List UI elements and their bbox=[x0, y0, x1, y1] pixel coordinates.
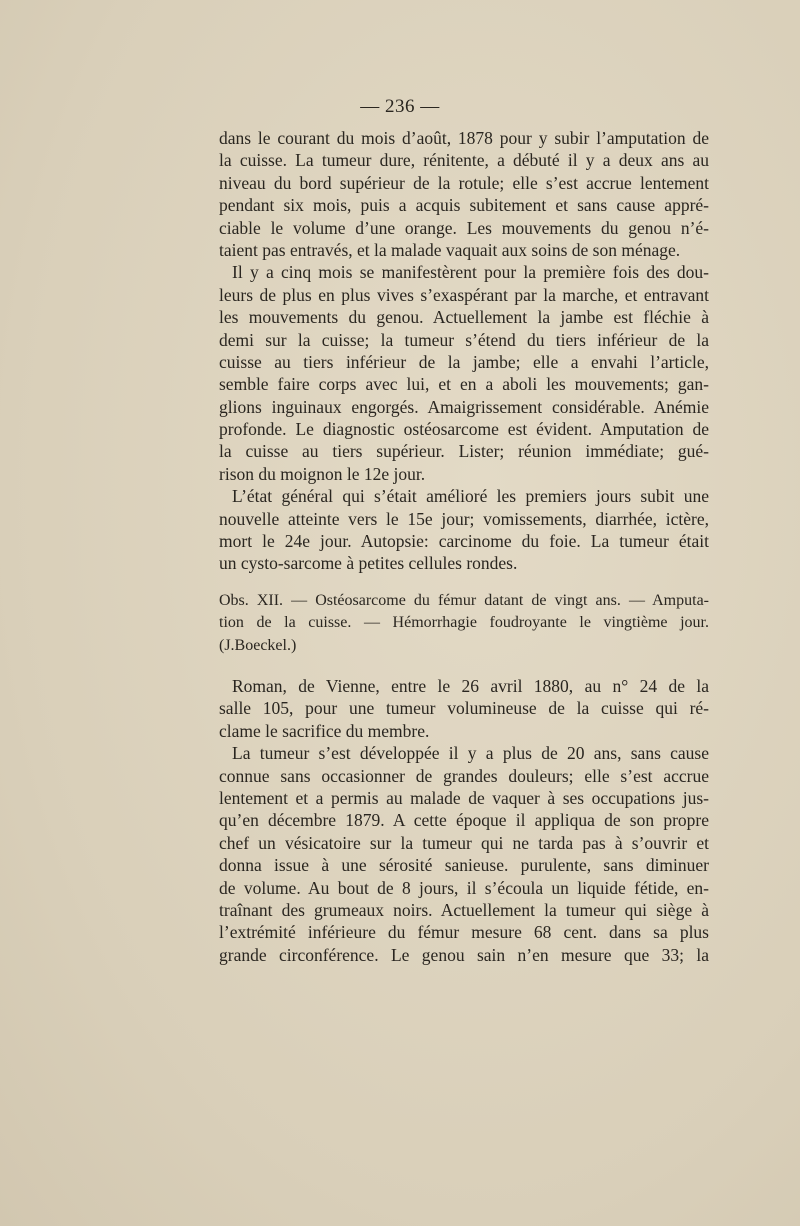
text-line: traînant des grumeaux noirs. Actuellement la tumeur qui siège à bbox=[219, 899, 709, 920]
text-line: demi sur la cuisse; la tumeur s’étend du tiers inférieur de la bbox=[219, 329, 709, 350]
text-line: grande circonférence. Le genou sain n’en mesure que 33; la bbox=[219, 944, 709, 965]
text-line: ciable le volume d’une orange. Les mouvements du genou n’é- bbox=[219, 217, 709, 238]
observation-title-line: tion de la cuisse. — Hémorrhagie foudroyante le vingtième jour. bbox=[219, 614, 709, 632]
text-line: glions inguinaux engorgés. Amaigrissement considérable. Anémie bbox=[219, 396, 709, 417]
text-line: Roman, de Vienne, entre le 26 avril 1880, au n° 24 de la bbox=[232, 676, 709, 696]
text-line: cuisse au tiers inférieur de la jambe; elle a envahi l’article, bbox=[219, 351, 709, 372]
text-line: nouvelle atteinte vers le 15e jour; vomissements, diarrhée, ictère, bbox=[219, 508, 709, 529]
text-line: la cuisse au tiers supérieur. Lister; réunion immédiate; gué- bbox=[219, 441, 709, 462]
text-line: Il y a cinq mois se manifestèrent pour la première fois des dou- bbox=[232, 262, 709, 283]
observation-author: (J.Boeckel.) bbox=[219, 636, 297, 654]
text-line: la cuisse. La tumeur dure, rénitente, a débuté il y a deux ans au bbox=[219, 150, 709, 171]
text-line: niveau du bord supérieur de la rotule; elle s’est accrue lentement bbox=[219, 172, 709, 193]
text-line: mort le 24e jour. Autopsie: carcinome du foie. La tumeur était bbox=[219, 531, 709, 552]
text-line: L’état général qui s’était amélioré les premiers jours subit une bbox=[232, 486, 709, 507]
text-line: rison du moignon le 12e jour. bbox=[219, 463, 426, 484]
observation-title-line: Obs. XII. — Ostéosarcome du fémur datant de vingt ans. — Amputa- bbox=[219, 592, 709, 609]
text-line: salle 105, pour une tumeur volumineuse de la cuisse qui ré- bbox=[219, 698, 709, 719]
text-line: clame le sacrifice du membre. bbox=[219, 720, 430, 741]
text-line: semble faire corps avec lui, et en a aboli les mouvements; gan- bbox=[219, 374, 709, 395]
text-line: de volume. Au bout de 8 jours, il s’écoula un liquide fétide, en- bbox=[219, 877, 709, 898]
paragraph-block-case-roman bbox=[219, 675, 709, 966]
text-line: les mouvements du genou. Actuellement la jambe est fléchie à bbox=[219, 307, 709, 328]
text-line: l’extrémité inférieure du fémur mesure 68 cent. dans sa plus bbox=[219, 922, 709, 943]
observation-heading bbox=[219, 590, 709, 657]
text-line: La tumeur s’est développée il y a plus de 20 ans, sans cause bbox=[232, 743, 709, 764]
text-line: chef un vésicatoire sur la tumeur qui ne tarda pas à s’ouvrir et bbox=[219, 832, 709, 853]
text-line: connue sans occasionner de grandes douleurs; elle s’est accrue bbox=[219, 765, 709, 786]
text-line: donna issue à une sérosité sanieuse. purulente, sans diminuer bbox=[219, 855, 709, 876]
text-line: pendant six mois, puis a acquis subitement et sans cause appré- bbox=[219, 195, 709, 216]
paragraph-block-case-continuation bbox=[219, 127, 709, 575]
text-line: lentement et a permis au malade de vaquer à ses occupations jus- bbox=[219, 787, 709, 808]
text-line: profonde. Le diagnostic ostéosarcome est évident. Amputation de bbox=[219, 419, 709, 440]
text-line: un cysto-sarcome à petites cellules rondes. bbox=[219, 553, 518, 574]
page-number: — 236 — bbox=[360, 96, 440, 117]
text-line: dans le courant du mois d’août, 1878 pour y subir l’amputation de bbox=[219, 128, 709, 148]
text-line: taient pas entravés, et la malade vaquait aux soins de son ménage. bbox=[219, 239, 681, 260]
text-line: qu’en décembre 1879. A cette époque il appliqua de son propre bbox=[219, 810, 709, 831]
text-line: leurs de plus en plus vives s’exaspérant par la marche, et entravant bbox=[219, 284, 709, 305]
